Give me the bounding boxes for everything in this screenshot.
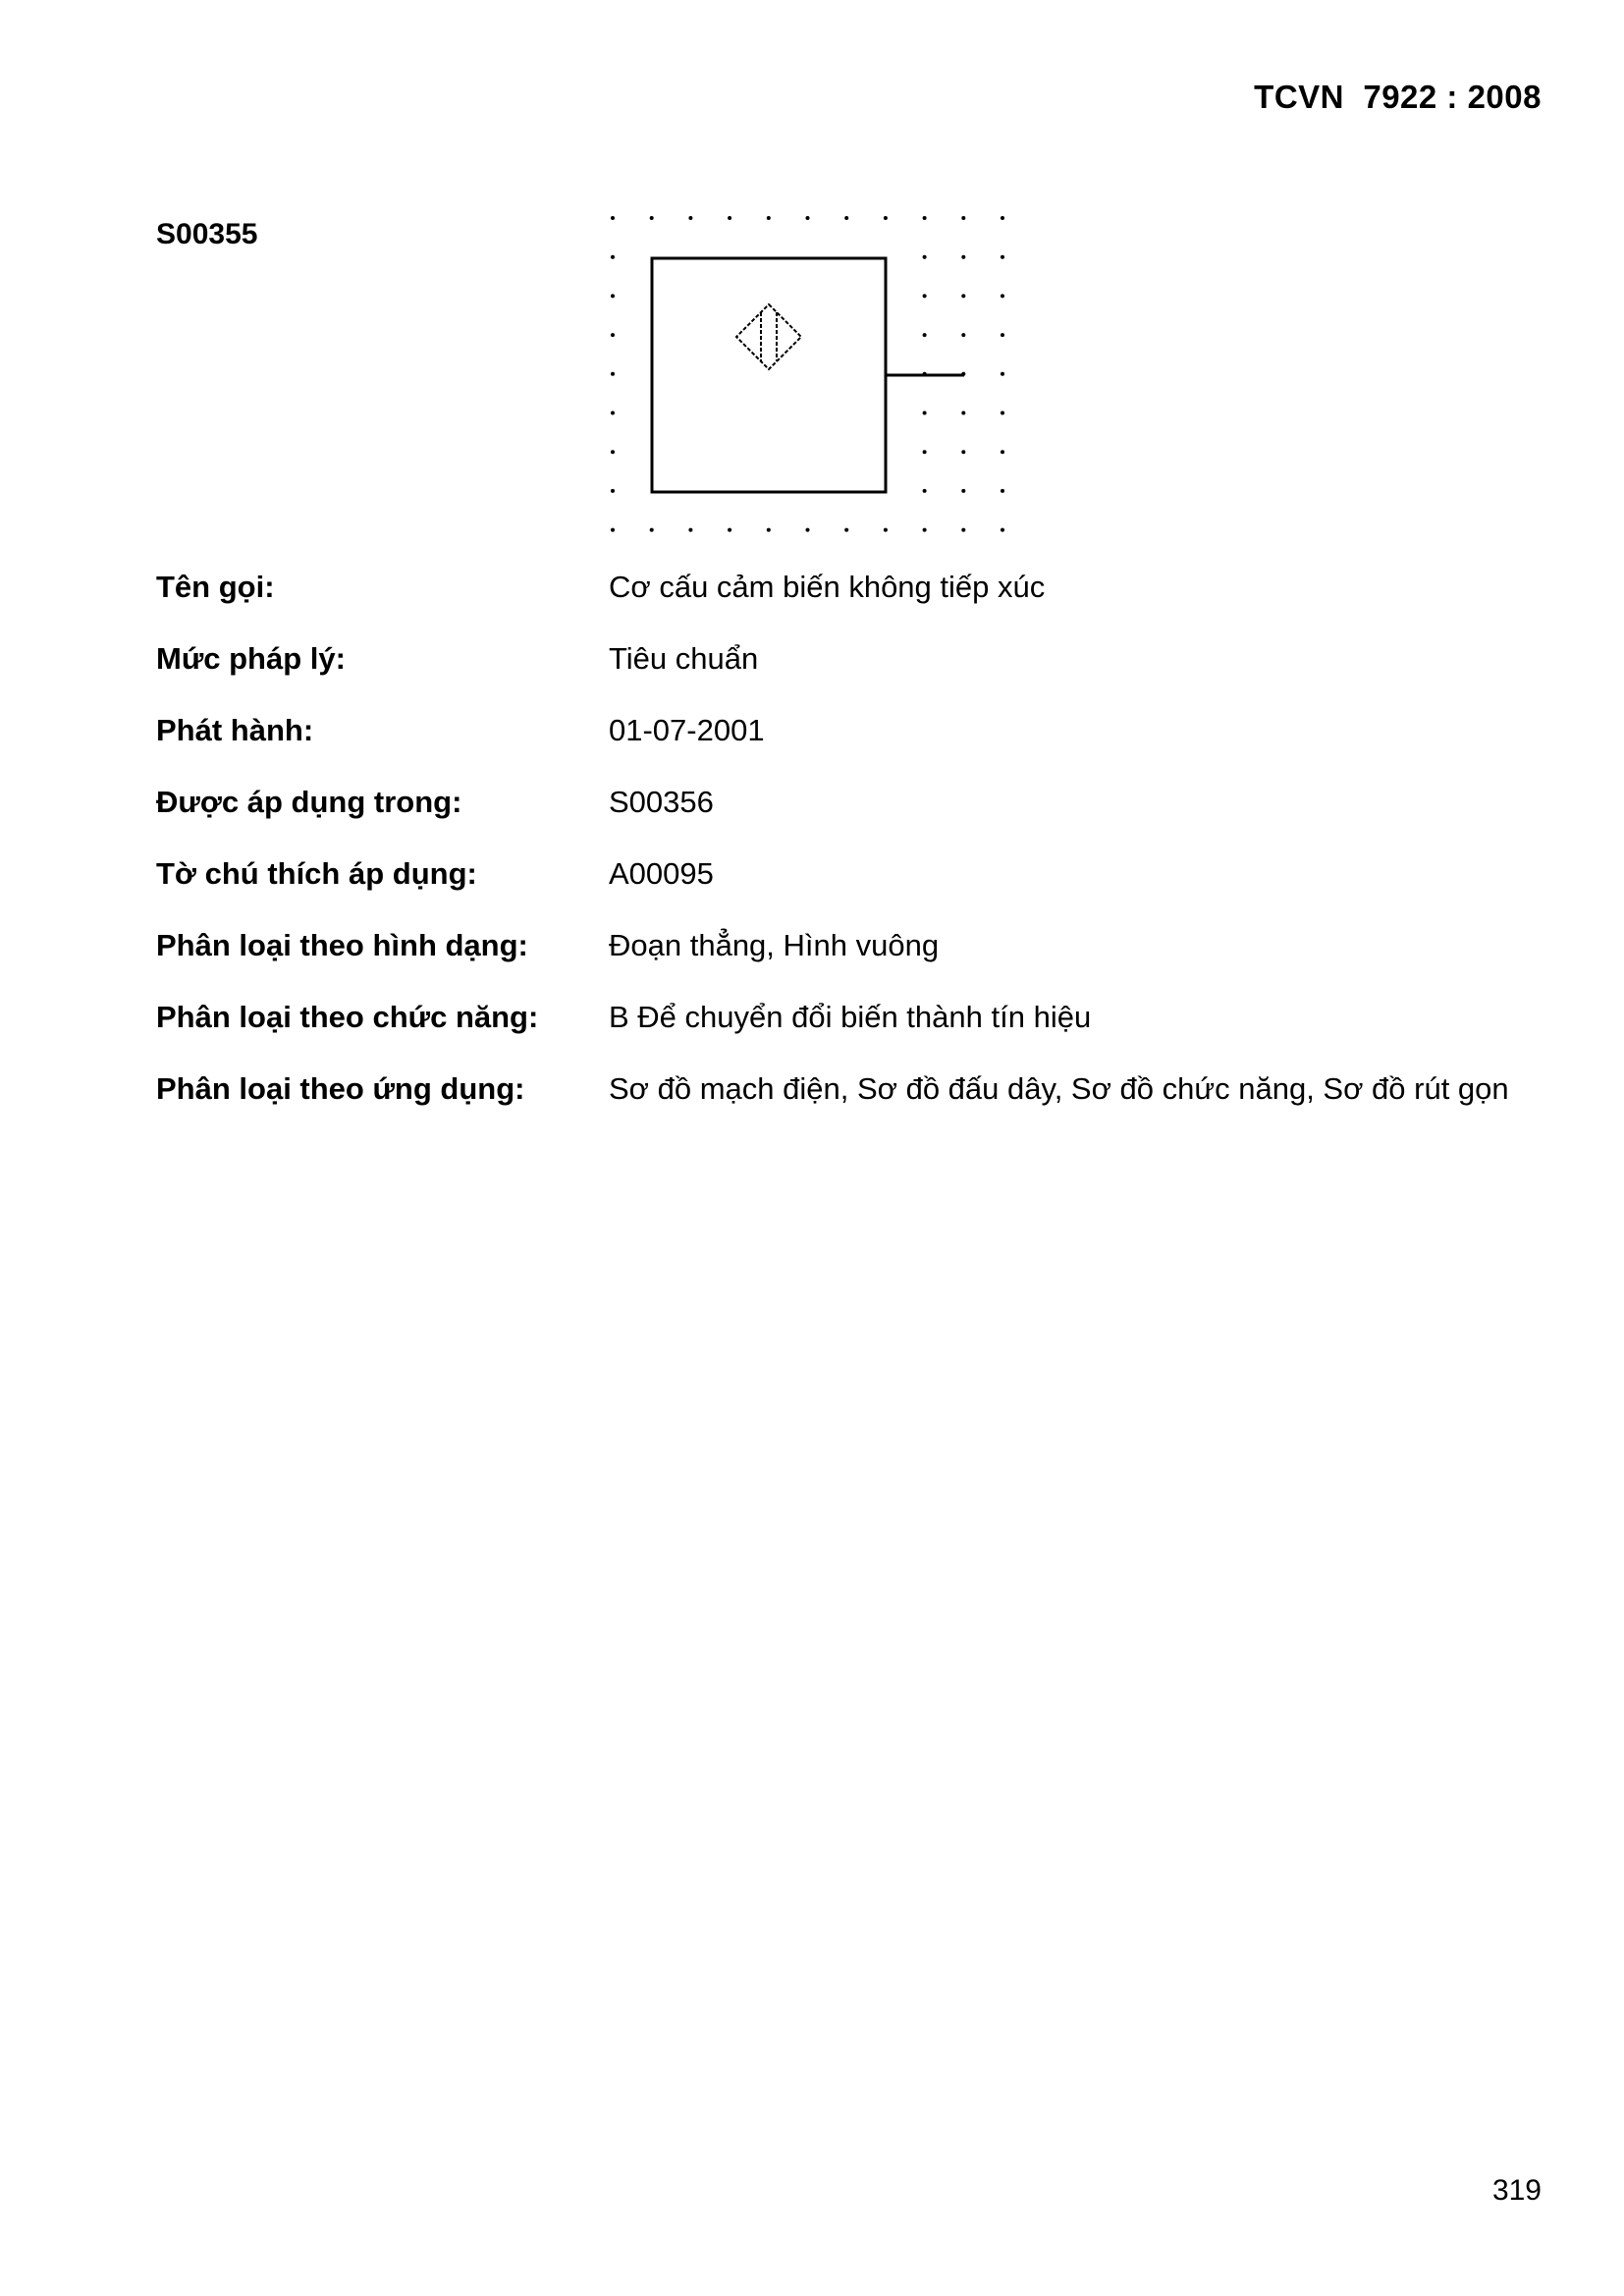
property-row-application-class (156, 1071, 1531, 1143)
grid-dot (611, 489, 615, 493)
property-row-applied-in (156, 785, 1531, 856)
grid-dot (688, 216, 692, 220)
property-value: 01-07-2001 (609, 713, 765, 747)
property-value: Sơ đồ mạch điện, Sơ đồ đấu dây, Sơ đồ chức năng, Sơ đồ rút gọn (609, 1071, 1509, 1106)
grid-dot (923, 216, 927, 220)
property-label: Phân loại theo hình dạng: (156, 928, 528, 962)
property-row-function-class (156, 1000, 1531, 1071)
grid-dot (961, 255, 965, 259)
grid-dot (923, 294, 927, 298)
property-label: Phân loại theo ứng dụng: (156, 1071, 525, 1106)
grid-dot (1001, 411, 1004, 415)
property-row-legal-level (156, 641, 1531, 713)
page-number: 319 (1491, 2174, 1542, 2207)
property-value: Tiêu chuẩn (609, 641, 759, 676)
grid-dot (1001, 372, 1004, 376)
grid-dot (961, 450, 965, 454)
non-contact-sensor-symbol-icon (601, 206, 1013, 540)
grid-dot (688, 528, 692, 532)
property-label: Tên gọi: (156, 570, 275, 604)
property-value: A00095 (609, 856, 714, 891)
property-row-issued (156, 713, 1531, 785)
grid-dot (961, 528, 965, 532)
property-row-name (156, 570, 1531, 641)
grid-dot (611, 372, 615, 376)
grid-dot (1001, 294, 1004, 298)
grid-dot (650, 216, 654, 220)
grid-dot (806, 216, 810, 220)
grid-dot (728, 528, 731, 532)
grid-dot (611, 294, 615, 298)
property-label: Tờ chú thích áp dụng: (156, 856, 477, 891)
grid-dot (1001, 450, 1004, 454)
grid-dot (611, 216, 615, 220)
property-label: Được áp dụng trong: (156, 785, 462, 819)
grid-dot (611, 411, 615, 415)
grid-dot (923, 528, 927, 532)
grid-dot (1001, 255, 1004, 259)
grid-dot (923, 450, 927, 454)
property-value: S00356 (609, 785, 714, 819)
grid-dot (923, 255, 927, 259)
grid-dot (1001, 216, 1004, 220)
grid-dot (923, 333, 927, 337)
grid-dot (611, 333, 615, 337)
property-row-shape-class (156, 928, 1531, 1000)
symbol-figure (601, 206, 1013, 540)
property-value: Đoạn thẳng, Hình vuông (609, 928, 940, 962)
grid-dot (923, 411, 927, 415)
grid-dot (1001, 489, 1004, 493)
grid-dot (728, 216, 731, 220)
symbol-code: S00355 (156, 218, 258, 250)
grid-dot (844, 216, 848, 220)
grid-dot (923, 489, 927, 493)
property-row-annotation-sheet (156, 856, 1531, 928)
grid-dot (961, 411, 965, 415)
grid-dot (844, 528, 848, 532)
grid-dot (884, 216, 888, 220)
grid-dot (1001, 333, 1004, 337)
proximity-diamond-icon (736, 304, 801, 369)
grid-dot (961, 216, 965, 220)
sensor-box (652, 258, 886, 492)
symbol-properties (156, 570, 1531, 1143)
grid-dot (611, 450, 615, 454)
property-label: Phân loại theo chức năng: (156, 1000, 539, 1034)
document-standard-header: TCVN 7922 : 2008 (1254, 79, 1542, 115)
grid-dot (611, 255, 615, 259)
grid-dot (961, 333, 965, 337)
grid-dot (650, 528, 654, 532)
grid-dot (961, 294, 965, 298)
grid-dot (611, 528, 615, 532)
property-value: B Để chuyển đổi biến thành tín hiệu (609, 1000, 1092, 1034)
property-label: Mức pháp lý: (156, 641, 346, 676)
grid-dot (806, 528, 810, 532)
grid-dot (961, 489, 965, 493)
grid-dot (884, 528, 888, 532)
property-label: Phát hành: (156, 713, 314, 747)
grid-dot (767, 216, 771, 220)
property-value: Cơ cấu cảm biến không tiếp xúc (609, 570, 1046, 604)
grid-dot (767, 528, 771, 532)
grid-dot (1001, 528, 1004, 532)
